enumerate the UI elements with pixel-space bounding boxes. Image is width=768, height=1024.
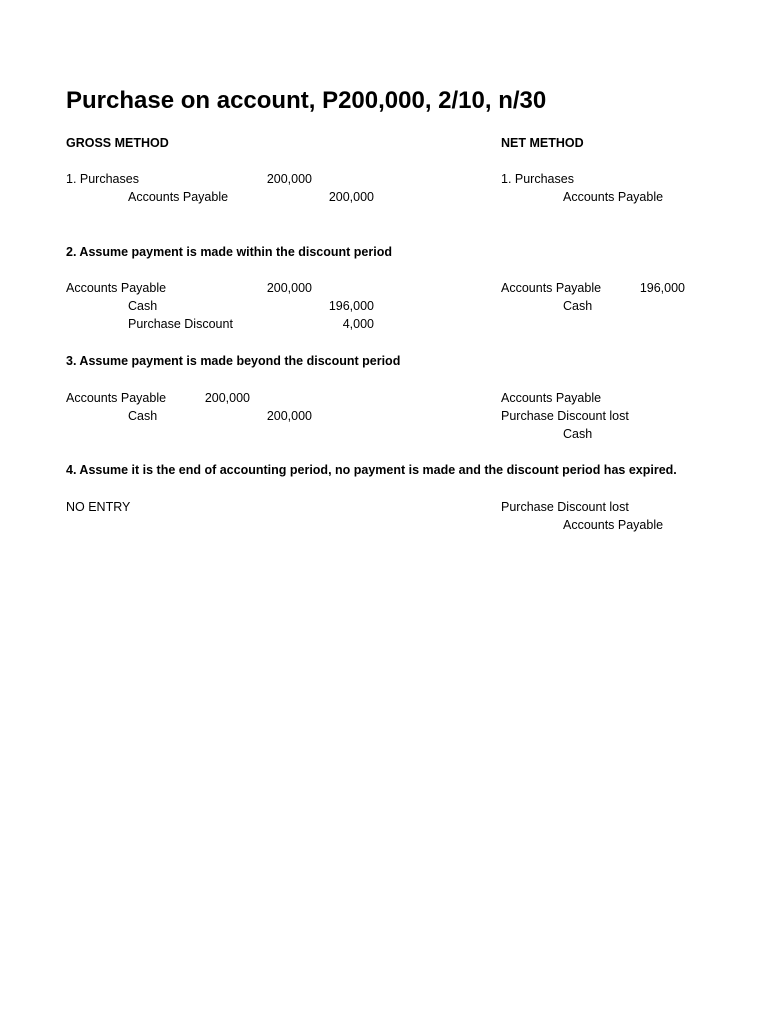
page-title: Purchase on account, P200,000, 2/10, n/30 [66,87,547,114]
gross-e4-no-entry: NO ENTRY [66,500,131,514]
gross-e2-credit1: 196,000 [328,299,374,313]
gross-e3-credit-account: Cash [128,409,158,423]
net-e3-debit1-account: Accounts Payable [501,391,602,405]
net-e4-debit-account: Purchase Discount lost [501,500,629,514]
gross-e1-debit: 200,000 [266,172,312,186]
net-method-heading: NET METHOD [501,136,584,150]
net-e3-debit2-account: Purchase Discount lost [501,409,629,423]
gross-e2-credit1-account: Cash [128,299,158,313]
question-4: 4. Assume it is the end of accounting period, no payment is made and the discount period has expired. [66,463,677,477]
gross-e3-debit: 200,000 [204,391,250,405]
net-e2-credit-account: Cash [563,299,593,313]
gross-e2-credit2: 4,000 [342,317,374,331]
gross-e1-purchases: 1. Purchases [66,172,139,186]
net-e4-credit-account: Accounts Payable [563,518,664,532]
gross-e2-debit-account: Accounts Payable [66,281,167,295]
net-e2-debit: 196,000 [639,281,685,295]
net-e2-debit-account: Accounts Payable [501,281,602,295]
gross-e3-credit: 200,000 [266,409,312,423]
question-3: 3. Assume payment is made beyond the discount period [66,354,401,368]
net-e3-credit-account: Cash [563,427,593,441]
gross-e2-debit: 200,000 [266,281,312,295]
gross-e1-credit: 200,000 [328,190,374,204]
gross-e1-credit-account: Accounts Payable [128,190,229,204]
question-2: 2. Assume payment is made within the discount period [66,245,392,259]
gross-method-heading: GROSS METHOD [66,136,169,150]
net-e1-purchases: 1. Purchases [501,172,574,186]
gross-e2-credit2-account: Purchase Discount [128,317,233,331]
net-e1-credit-account: Accounts Payable [563,190,664,204]
gross-e3-debit-account: Accounts Payable [66,391,167,405]
